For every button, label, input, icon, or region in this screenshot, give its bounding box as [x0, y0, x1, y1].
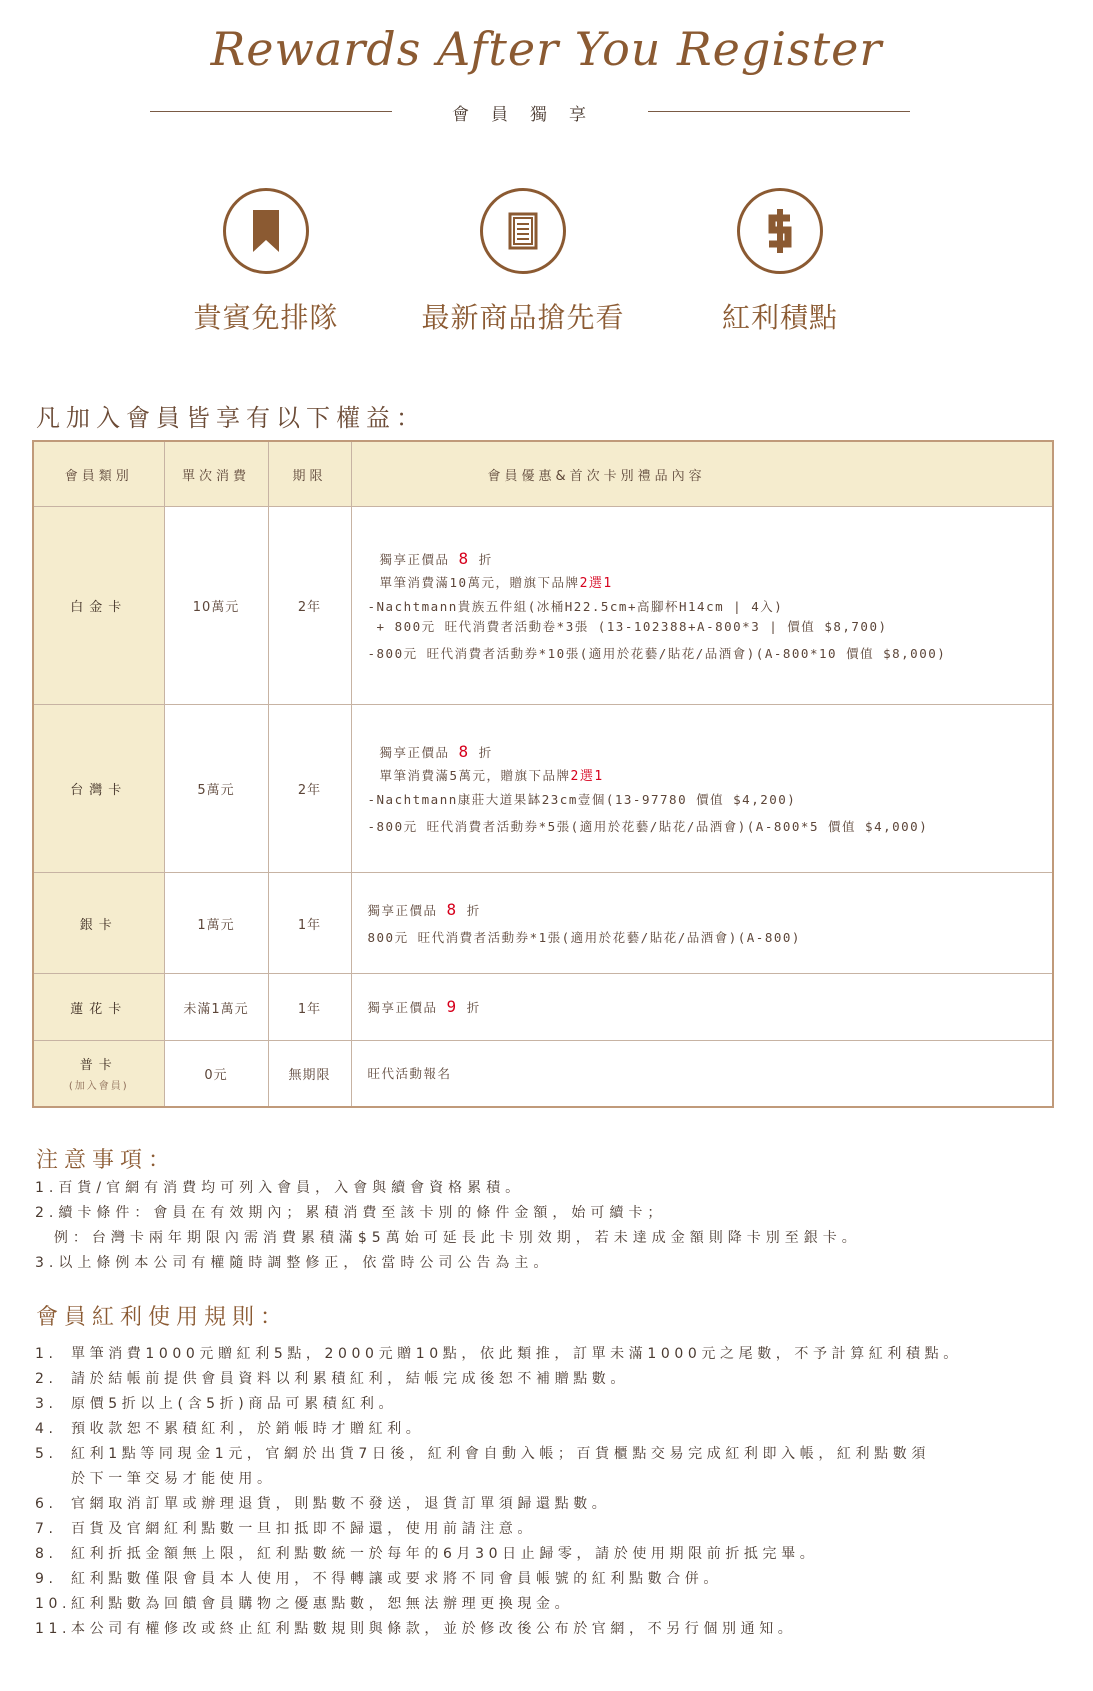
gift-item: -Nachtmann貴族五件組(冰桶H22.5cm+高腳杯H14cm | 4入)	[367, 598, 784, 614]
list-item: 1. 單筆消費1000元贈紅利5點，2000元贈10點，依此類推，訂單未滿1000元之尾數，不予計算紅利積點。	[35, 1346, 962, 1362]
validity-period: 2年	[268, 705, 351, 873]
card-type: 台灣卡	[33, 705, 164, 873]
list-item: 3.以上條例本公司有權隨時調整修正，依當時公司公告為主。	[35, 1255, 553, 1271]
gift-line: 單筆消費滿10萬元，贈旗下品牌2選1	[379, 574, 613, 591]
list-item: 2. 請於結帳前提供會員資料以利累積紅利，結帳完成後恕不補贈點數。	[35, 1371, 629, 1387]
column-header: 單次消費	[164, 441, 268, 507]
benefit-detail	[351, 507, 1053, 705]
spend-amount: 未滿1萬元	[164, 974, 268, 1041]
validity-period: 1年	[268, 974, 351, 1041]
list-item: 7. 百貨及官網紅利點數一旦扣抵即不歸還，使用前請注意。	[35, 1521, 536, 1537]
bonus-rules-list	[35, 1342, 962, 1642]
validity-period: 2年	[268, 507, 351, 705]
page-title: Rewards After You Register	[210, 22, 883, 76]
benefit-label: 貴賓免排隊	[193, 301, 339, 334]
benefit-detail	[351, 705, 1053, 873]
discount-line: 獨享正價品 9 折	[367, 997, 481, 1016]
list-item: 8. 紅利折抵金額無上限，紅利點數統一於每年的6月30日止歸零，請於使用期限前折抵完畢。	[35, 1546, 819, 1562]
benefit-vip	[126, 188, 406, 336]
gift-item: + 800元 旺代消費者活動卷*3張 (13-102388+A-800*3 | 價值 $8,700)	[367, 618, 888, 634]
benefit-label: 紅利積點	[721, 301, 838, 334]
gift-item: -Nachtmann康莊大道果缽23cm壹個(13-97780 價值 $4,200)	[367, 791, 797, 807]
list-item: 5. 紅利1點等同現金1元，官網於出貨7日後，紅利會自動入帳；百貨櫃點交易完成紅利即入帳，紅利點數須	[35, 1446, 930, 1462]
benefit-detail: 旺代活動報名	[351, 1041, 1053, 1107]
bookmark-icon	[223, 188, 309, 274]
table-row	[33, 974, 1053, 1041]
list-item: 於下一筆交易才能使用。	[71, 1471, 276, 1487]
benefit-detail	[351, 873, 1053, 974]
list-item: 1.百貨/官網有消費均可列入會員，入會與續會資格累積。	[35, 1180, 525, 1196]
dollar-icon	[737, 188, 823, 274]
column-header: 期限	[268, 441, 351, 507]
list-item: 例：台灣卡兩年期限內需消費累積滿$5萬始可延長此卡別效期，若未達成金額則降卡別至銀卡。	[35, 1230, 861, 1246]
validity-period: 無期限	[268, 1041, 351, 1107]
table-row	[33, 705, 1053, 873]
list-item: 6. 官網取消訂單或辦理退貨，則點數不發送，退貨訂單須歸還點數。	[35, 1496, 611, 1512]
card-type: 銀卡	[33, 873, 164, 974]
table-row	[33, 507, 1053, 705]
column-header: 會員類別	[33, 441, 164, 507]
gift-line: 單筆消費滿5萬元，贈旗下品牌2選1	[379, 767, 604, 784]
document-icon	[480, 188, 566, 274]
membership-table	[32, 440, 1054, 1108]
rights-heading: 凡加入會員皆享有以下權益：	[36, 404, 426, 432]
gift-item: -800元 旺代消費者活動券*10張(適用於花藝/貼花/品酒會)(A-800*10 價值 $8,000)	[367, 645, 947, 661]
discount-line: 獨享正價品 8 折	[379, 741, 493, 761]
gift-item: 800元 旺代消費者活動券*1張(適用於花藝/貼花/品酒會)(A-800)	[367, 929, 801, 945]
list-item: 11. 本公司有權修改或終止紅利點數規則與條款，並於修改後公布於官網，不另行個別通知。	[35, 1621, 797, 1637]
benefit-new-products	[383, 188, 663, 336]
list-item: 9. 紅利點數僅限會員本人使用，不得轉讓或要求將不同會員帳號的紅利點數合併。	[35, 1571, 722, 1587]
benefit-label: 最新商品搶先看	[421, 301, 625, 334]
bonus-rules-heading: 會員紅利使用規則：	[36, 1305, 289, 1330]
spend-amount: 10萬元	[164, 507, 268, 705]
column-header: 會員優惠&首次卡別禮品內容	[351, 441, 1053, 507]
notes-list	[35, 1176, 861, 1276]
list-item: 10. 紅利點數為回饋會員購物之優惠點數，恕無法辦理更換現金。	[35, 1596, 574, 1612]
validity-period: 1年	[268, 873, 351, 974]
subtitle: 會員獨享	[452, 105, 608, 125]
table-header-row	[33, 441, 1053, 507]
card-type: 蓮花卡	[33, 974, 164, 1041]
card-type: 普卡 (加入會員)	[33, 1041, 164, 1107]
discount-line: 獨享正價品 8 折	[379, 548, 493, 568]
list-item: 4. 預收款恕不累積紅利，於銷帳時才贈紅利。	[35, 1421, 425, 1437]
card-type: 白金卡	[33, 507, 164, 705]
subtitle-row	[150, 100, 910, 124]
card-note: (加入會員)	[68, 1081, 129, 1093]
gift-item: -800元 旺代消費者活動券*5張(適用於花藝/貼花/品酒會)(A-800*5 價值 $4,000)	[367, 818, 929, 834]
spend-amount: 0元	[164, 1041, 268, 1107]
spend-amount: 5萬元	[164, 705, 268, 873]
table-row	[33, 873, 1053, 974]
list-item: 3. 原價5折以上(含5折)商品可累積紅利。	[35, 1396, 398, 1412]
list-item: 2.續卡條件：會員在有效期內；累積消費至該卡別的條件金額，始可續卡；	[35, 1205, 667, 1221]
discount-line: 獨享正價品 8 折	[367, 899, 481, 919]
table-row	[33, 1041, 1053, 1107]
benefit-detail	[351, 974, 1053, 1041]
divider	[648, 111, 910, 112]
benefit-bonus	[640, 188, 920, 336]
notes-heading: 注意事項：	[36, 1148, 177, 1173]
spend-amount: 1萬元	[164, 873, 268, 974]
